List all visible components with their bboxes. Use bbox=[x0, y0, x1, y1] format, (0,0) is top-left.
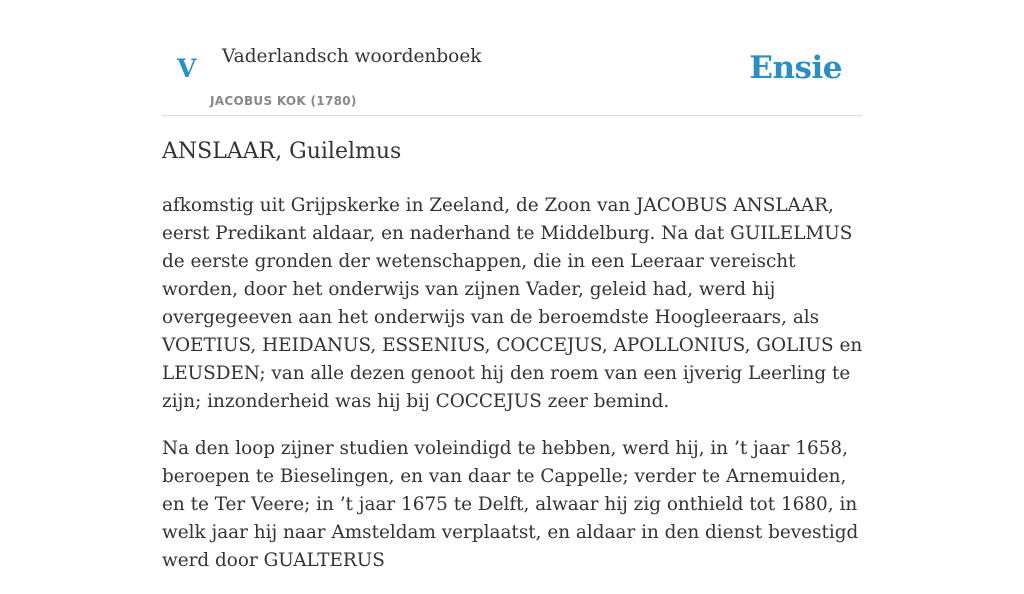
ensie-logo[interactable]: Ensie bbox=[749, 50, 842, 86]
book-title-link[interactable]: Vaderlandsch woordenboek bbox=[222, 46, 482, 67]
entry-content bbox=[162, 192, 867, 594]
book-header bbox=[162, 0, 862, 116]
book-author: JACOBUS KOK (1780) bbox=[210, 94, 357, 108]
letter-link[interactable]: V bbox=[177, 54, 197, 83]
entry-title: ANSLAAR, Guilelmus bbox=[162, 139, 402, 164]
entry-paragraph-2: Na den loop zijner studien voleindigd te hebben, werd hij, in ’t jaar 1658, beroepen te Bieselingen, en van daar te Cappelle; verder te Arnemuiden, en te Ter Veere; in ’t jaar 1675 te Delft, alwaar hij zig onthield tot 1680, in welk jaar hij naar Amsteldam verplaatst, en aldaar in den dienst bevestigd werd door GUALTERUS bbox=[162, 438, 859, 571]
entry-paragraph-1: afkomstig uit Grijpskerke in Zeeland, de Zoon van JACOBUS ANSLAAR, eerst Predikant aldaar, en naderhand te Middelburg. Na dat GUILELMUS de eerste gronden der wetenschappen, die in een Leeraar vereischt worden, door het onderwijs van zijnen Vader, geleid had, werd hij overgegeeven aan het onderwijs van de beroemdste Hoogleeraars, als VOETIUS, HEIDANUS, ESSENIUS, COCCEJUS, APOLLONIUS, GOLIUS en LEUSDEN; van alle dezen genoot hij den roem van een ijverig Leerling te zijn; inzonderheid was hij bij COCCEJUS zeer bemind. bbox=[162, 195, 863, 412]
